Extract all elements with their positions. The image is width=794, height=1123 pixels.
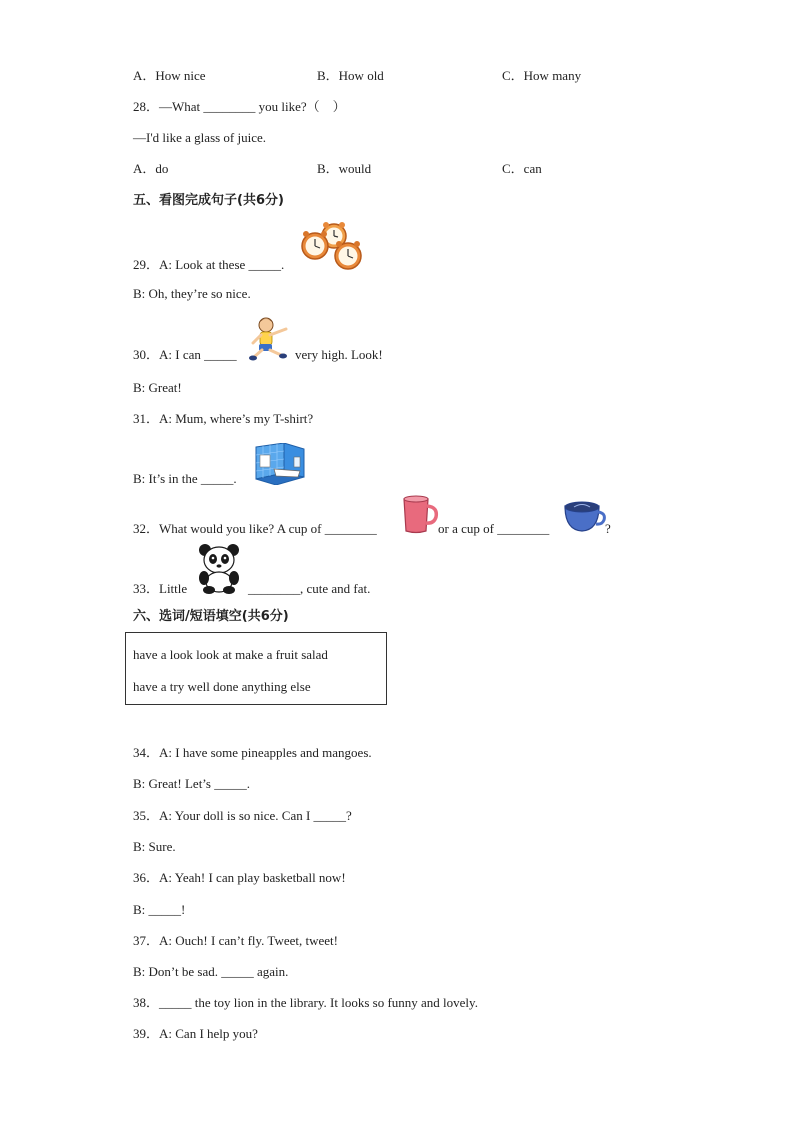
- q31-line-b: B: It’s in the _____.: [133, 471, 237, 486]
- q31-line-a: 31．A: Mum, where’s my T-shirt?: [133, 411, 314, 426]
- q32-after: ?: [605, 521, 611, 536]
- section-6-heading: 六、选词/短语填空(共6分): [133, 609, 289, 624]
- alarm-clocks-icon: [300, 220, 364, 272]
- q27-option-a: A．How nice: [133, 68, 206, 83]
- bathroom-icon: [254, 443, 306, 485]
- q34-line-a: 34．A: I have some pineapples and mangoes.: [133, 745, 372, 760]
- blue-cup-icon: [562, 500, 606, 534]
- q30-line-b: B: Great!: [133, 380, 182, 395]
- q36-line-a: 36．A: Yeah! I can play basketball now!: [133, 870, 346, 885]
- q30-line-a-before: 30．A: I can _____: [133, 347, 237, 362]
- q28-answer-line: —I'd like a glass of juice.: [133, 130, 267, 145]
- word-bank-box: [125, 632, 387, 705]
- jumping-boy-icon: [248, 316, 290, 362]
- q28-option-c: C．can: [502, 161, 542, 176]
- q33-after: ________, cute and fat.: [248, 581, 371, 596]
- pink-cup-icon: [400, 495, 440, 535]
- q35-line-a: 35．A: Your doll is so nice. Can I _____?: [133, 808, 352, 823]
- word-bank-row-1: have a look look at make a fruit salad: [133, 647, 328, 662]
- panda-icon: [196, 542, 242, 594]
- q39-line-a: 39．A: Can I help you?: [133, 1026, 258, 1041]
- q36-line-b: B: _____!: [133, 902, 186, 917]
- q27-option-c: C．How many: [502, 68, 582, 83]
- q28-option-a: A．do: [133, 161, 169, 176]
- q38-line: 38．_____ the toy lion in the library. It looks so funny and lovely.: [133, 995, 478, 1010]
- q32-middle: or a cup of ________: [438, 521, 550, 536]
- q28-question: 28．—What ________ you like?（ ）: [133, 99, 346, 114]
- q30-line-a-after: very high. Look!: [295, 347, 383, 362]
- q27-option-b: B．How old: [317, 68, 384, 83]
- q34-line-b: B: Great! Let’s _____.: [133, 776, 250, 791]
- q37-line-a: 37．A: Ouch! I can’t fly. Tweet, tweet!: [133, 933, 338, 948]
- word-bank-row-2: have a try well done anything else: [133, 679, 311, 694]
- q28-option-b: B．would: [317, 161, 372, 176]
- section-5-heading: 五、看图完成句子(共6分): [133, 193, 284, 208]
- q29-line-b: B: Oh, they’re so nice.: [133, 286, 251, 301]
- q32-before: 32．What would you like? A cup of ________: [133, 521, 377, 536]
- q35-line-b: B: Sure.: [133, 839, 176, 854]
- q29-line-a: 29．A: Look at these _____.: [133, 257, 285, 272]
- q37-line-b: B: Don’t be sad. _____ again.: [133, 964, 289, 979]
- q33-before: 33．Little: [133, 581, 188, 596]
